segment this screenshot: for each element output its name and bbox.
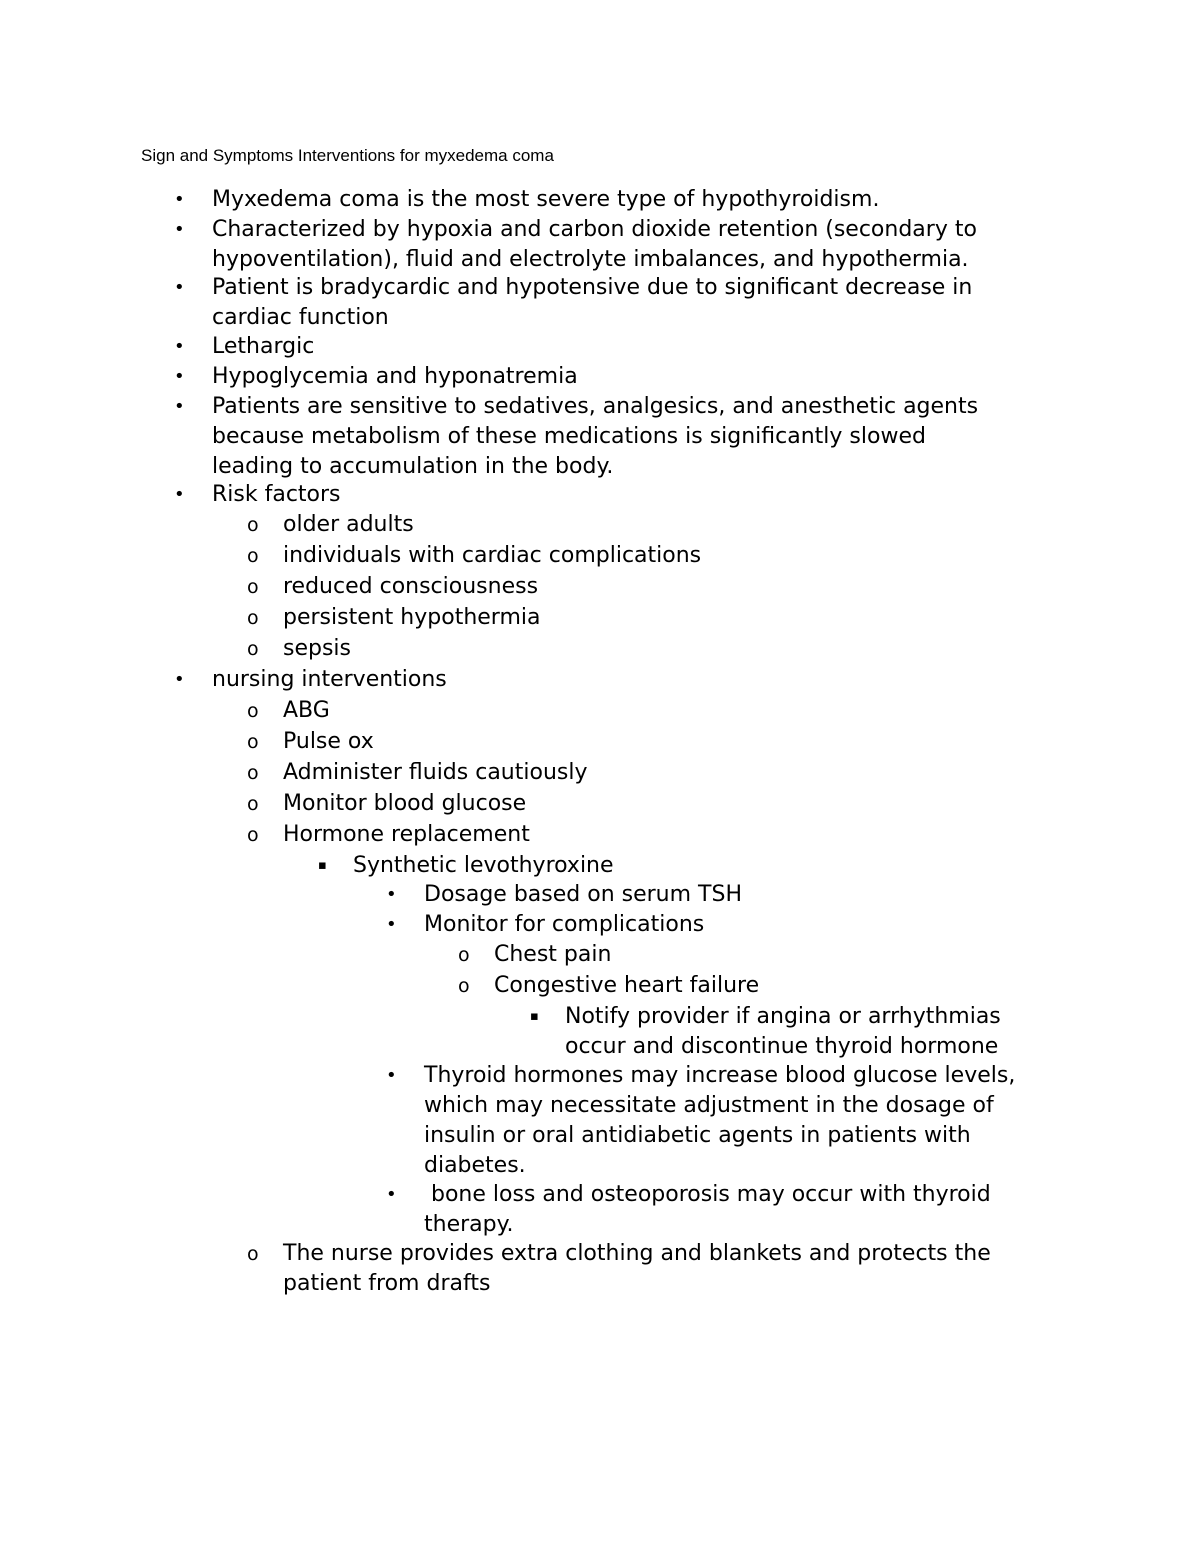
list-item-line: Risk factors xyxy=(212,482,341,507)
list-item-text xyxy=(494,971,759,1001)
circle-bullet-icon: o xyxy=(247,731,259,753)
list-item-text xyxy=(283,696,330,726)
list-item-text xyxy=(283,510,414,540)
circle-bullet-icon: o xyxy=(247,545,259,567)
list-item-line: leading to accumulation in the body. xyxy=(212,454,614,479)
list-item-line: Hormone replacement xyxy=(283,822,530,847)
list-item-text xyxy=(424,910,704,940)
list-item-text xyxy=(283,572,538,602)
list-item-line: individuals with cardiac complications xyxy=(283,543,702,568)
disc-bullet-icon: • xyxy=(386,914,397,935)
disc-bullet-icon: • xyxy=(174,189,185,210)
list-item-line: Patients are sensitive to sedatives, analgesics, and anesthetic agents xyxy=(212,394,979,419)
list-item-text xyxy=(212,332,314,362)
list-item-text xyxy=(283,758,587,788)
square-bullet-icon: ▪ xyxy=(318,858,327,873)
list-item-text xyxy=(494,940,611,970)
list-item-text xyxy=(212,480,341,510)
list-item-text xyxy=(212,392,978,482)
disc-bullet-icon: • xyxy=(174,219,185,240)
list-item-line: Notify provider if angina or arrhythmias xyxy=(565,1004,1001,1029)
list-item-line: hypoventilation), fluid and electrolyte imbalances, and hypothermia. xyxy=(212,247,969,272)
list-item-line: The nurse provides extra clothing and blankets and protects the xyxy=(283,1241,991,1266)
list-item-line: cardiac function xyxy=(212,305,389,330)
list-item-line: Patient is bradycardic and hypotensive due to significant decrease in xyxy=(212,275,973,300)
disc-bullet-icon: • xyxy=(174,396,185,417)
disc-bullet-icon: • xyxy=(386,1184,397,1205)
list-item-line: Administer fluids cautiously xyxy=(283,760,588,785)
circle-bullet-icon: o xyxy=(247,793,259,815)
list-item-line: diabetes. xyxy=(424,1153,526,1178)
list-item-line: Characterized by hypoxia and carbon dioxide retention (secondary to xyxy=(212,217,977,242)
list-item-text xyxy=(283,789,526,819)
list-item-text xyxy=(353,851,614,881)
circle-bullet-icon: o xyxy=(247,824,259,846)
list-item-line: bone loss and osteoporosis may occur with thyroid xyxy=(424,1182,991,1207)
list-item-line: reduced consciousness xyxy=(283,574,539,599)
list-item-text xyxy=(283,541,701,571)
list-item-line: nursing interventions xyxy=(212,667,447,692)
circle-bullet-icon: o xyxy=(247,700,259,722)
circle-bullet-icon: o xyxy=(247,514,259,536)
disc-bullet-icon: • xyxy=(386,1065,397,1086)
list-item-text xyxy=(212,273,972,333)
circle-bullet-icon: o xyxy=(458,975,470,997)
list-item-line: persistent hypothermia xyxy=(283,605,541,630)
list-item-line: older adults xyxy=(283,512,414,537)
list-item-text xyxy=(283,727,374,757)
list-item-text xyxy=(283,603,540,633)
disc-bullet-icon: • xyxy=(174,366,185,387)
list-item-line: occur and discontinue thyroid hormone xyxy=(565,1034,999,1059)
list-item-line: because metabolism of these medications is significantly slowed xyxy=(212,424,926,449)
list-item-text xyxy=(212,185,879,215)
disc-bullet-icon: • xyxy=(174,484,185,505)
list-item-line: Myxedema coma is the most severe type of hypothyroidism. xyxy=(212,187,880,212)
list-item-text xyxy=(212,215,977,275)
circle-bullet-icon: o xyxy=(247,607,259,629)
disc-bullet-icon: • xyxy=(174,277,185,298)
document-title: Sign and Symptoms Interventions for myxedema coma xyxy=(141,146,554,165)
list-item-line: Monitor blood glucose xyxy=(283,791,527,816)
list-item-line: therapy. xyxy=(424,1212,514,1237)
disc-bullet-icon: • xyxy=(174,336,185,357)
circle-bullet-icon: o xyxy=(247,576,259,598)
list-item-line: Pulse ox xyxy=(283,729,374,754)
list-item-line: Synthetic levothyroxine xyxy=(353,853,614,878)
list-item-text xyxy=(424,1180,991,1240)
list-item-text xyxy=(283,634,351,664)
list-item-line: which may necessitate adjustment in the dosage of xyxy=(424,1093,994,1118)
square-bullet-icon: ▪ xyxy=(530,1009,539,1024)
disc-bullet-icon: • xyxy=(174,669,185,690)
list-item-line: insulin or oral antidiabetic agents in patients with xyxy=(424,1123,971,1148)
list-item-text xyxy=(424,880,742,910)
list-item-line: Monitor for complications xyxy=(424,912,705,937)
list-item-text xyxy=(212,362,578,392)
list-item-line: ABG xyxy=(283,698,330,723)
disc-bullet-icon: • xyxy=(386,884,397,905)
list-item-line: Hypoglycemia and hyponatremia xyxy=(212,364,578,389)
list-item-text xyxy=(212,665,447,695)
circle-bullet-icon: o xyxy=(247,762,259,784)
list-item-line: Dosage based on serum TSH xyxy=(424,882,742,907)
list-item-text xyxy=(283,820,530,850)
list-item-line: Lethargic xyxy=(212,334,315,359)
list-item-line: sepsis xyxy=(283,636,351,661)
list-item-line: patient from drafts xyxy=(283,1271,491,1296)
circle-bullet-icon: o xyxy=(247,1243,259,1265)
list-item-text xyxy=(283,1239,991,1299)
circle-bullet-icon: o xyxy=(458,944,470,966)
list-item-line: Thyroid hormones may increase blood glucose levels, xyxy=(424,1063,1016,1088)
list-item-text xyxy=(565,1002,1001,1062)
list-item-line: Chest pain xyxy=(494,942,612,967)
list-item-text xyxy=(424,1061,1015,1181)
circle-bullet-icon: o xyxy=(247,638,259,660)
list-item-line: Congestive heart failure xyxy=(494,973,760,998)
